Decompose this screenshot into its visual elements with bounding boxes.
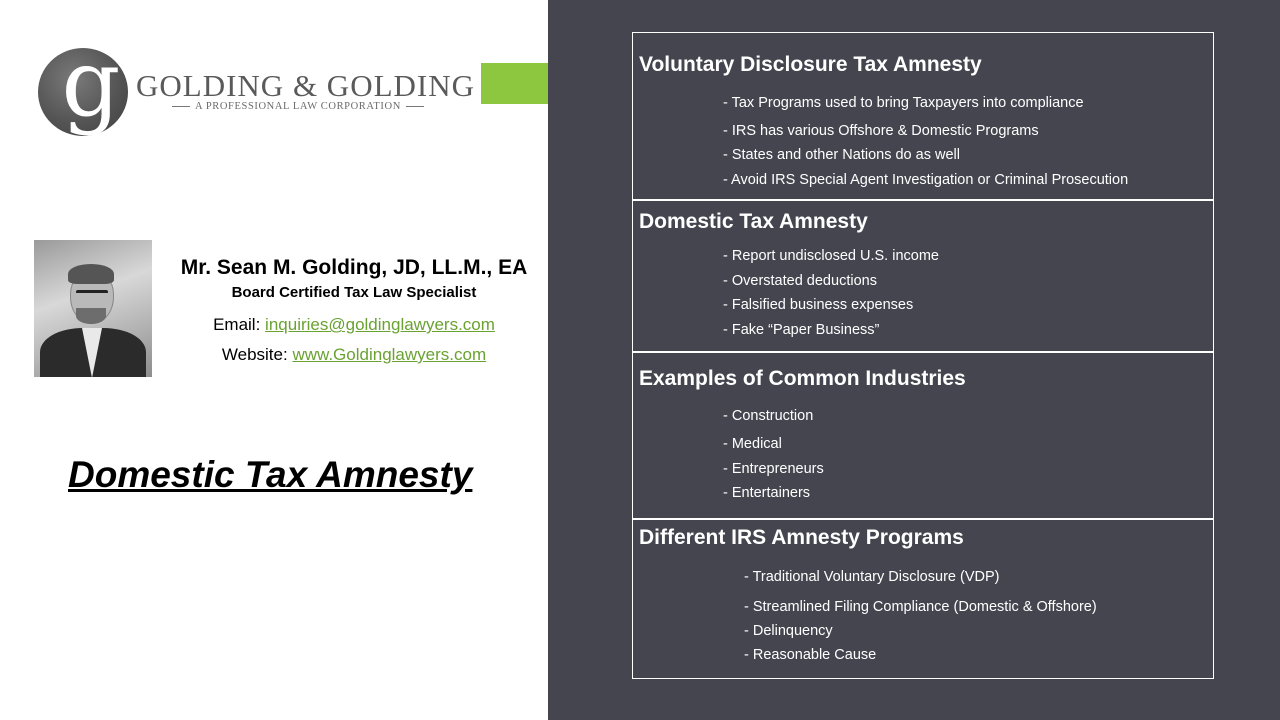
list-item: - Traditional Voluntary Disclosure (VDP) [744,569,1000,585]
list-item: - Report undisclosed U.S. income [723,248,939,264]
logo-tagline-row [172,101,424,112]
email-link[interactable]: inquiries@goldinglawyers.com [265,315,495,334]
golding-logo [38,30,476,138]
attorney-title: Board Certified Tax Law Specialist [231,284,477,301]
list-item: - Fake “Paper Business” [723,322,880,338]
list-item: - States and other Nations do as well [723,147,960,163]
section-title: Domestic Tax Amnesty [639,210,868,233]
section-title: Examples of Common Industries [639,367,966,390]
left-panel [0,0,548,720]
website-label: Website: [221,345,293,364]
section-title: Different IRS Amnesty Programs [639,526,964,549]
list-item: - Streamlined Filing Compliance (Domestic & Offshore) [744,599,1097,615]
list-item: - Construction [723,408,814,424]
logo-letter: g [61,30,121,137]
photo-hair [68,264,114,284]
section-domestic-tax-amnesty [632,200,1214,352]
tagline-rule-right [406,106,424,107]
logo-firm-name: GOLDING & GOLDING [136,68,476,103]
list-item: - IRS has various Offshore & Domestic Programs [723,123,1039,139]
section-common-industries [632,352,1214,519]
list-item: - Delinquency [744,623,833,639]
logo-tagline: A PROFESSIONAL LAW CORPORATION [195,101,401,112]
list-item: - Entrepreneurs [723,461,824,477]
list-item: - Medical [723,436,782,452]
attorney-photo [34,240,152,377]
page-title: Domestic Tax Amnesty [68,454,473,495]
section-irs-amnesty-programs [632,519,1214,679]
list-item: - Entertainers [723,485,811,501]
tagline-rule-left [172,106,190,107]
email-line [160,310,548,340]
email-label: Email: [213,315,266,334]
section-voluntary-disclosure [632,32,1214,200]
section-title: Voluntary Disclosure Tax Amnesty [639,53,982,76]
list-item: - Tax Programs used to bring Taxpayers into compliance [723,95,1084,111]
website-line [160,340,548,370]
list-item: - Overstated deductions [723,273,877,289]
photo-beard [76,308,106,324]
photo-glasses [76,290,108,301]
list-item: - Falsified business expenses [723,297,914,313]
list-item: - Reasonable Cause [744,647,877,663]
attorney-name: Mr. Sean M. Golding, JD, LL.M., EA [180,256,528,279]
website-link[interactable]: www.Goldinglawyers.com [292,345,487,364]
list-item: - Avoid IRS Special Agent Investigation or Criminal Prosecution [723,172,1129,188]
contact-block [160,254,548,370]
